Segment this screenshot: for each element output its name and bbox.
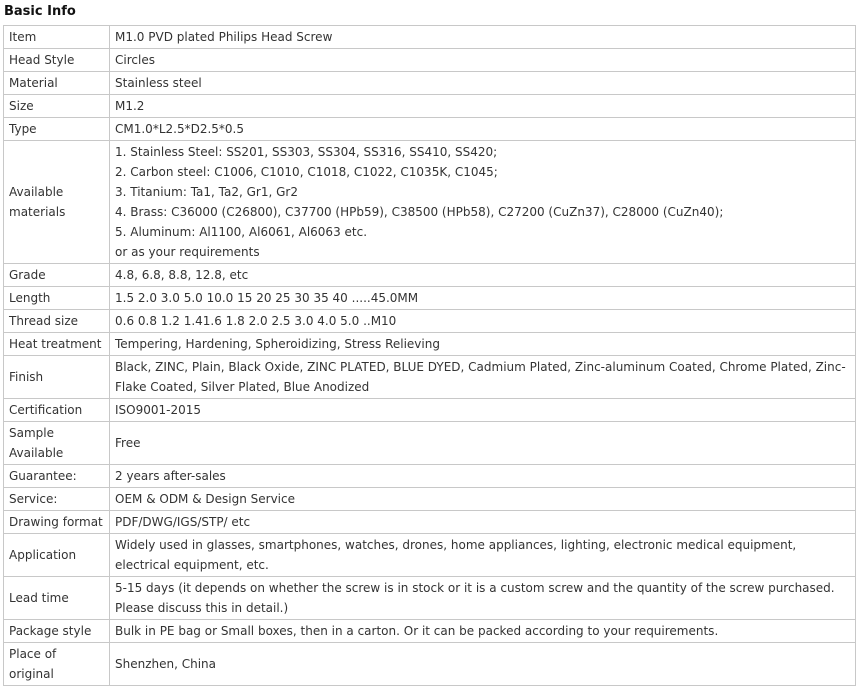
row-value: M1.2	[110, 95, 856, 118]
row-value: CM1.0*L2.5*D2.5*0.5	[110, 118, 856, 141]
row-value: 2 years after-sales	[110, 465, 856, 488]
table-row	[4, 534, 856, 577]
material-line: 2. Carbon steel: C1006, C1010, C1018, C1022, C1035K, C1045;	[115, 165, 498, 179]
row-label: Size	[4, 95, 110, 118]
row-label: Type	[4, 118, 110, 141]
table-row	[4, 488, 856, 511]
row-value: Free	[110, 422, 856, 465]
row-label: Guarantee:	[4, 465, 110, 488]
row-label: Sample Available	[4, 422, 110, 465]
basic-info-table	[3, 25, 856, 686]
row-value-list	[110, 141, 856, 264]
row-label: Place of original	[4, 643, 110, 686]
table-row	[4, 264, 856, 287]
row-value: OEM & ODM & Design Service	[110, 488, 856, 511]
row-label: Finish	[4, 356, 110, 399]
table-row	[4, 141, 856, 264]
row-label: Head Style	[4, 49, 110, 72]
table-row	[4, 465, 856, 488]
row-value: Tempering, Hardening, Spheroidizing, Stress Relieving	[110, 333, 856, 356]
row-label: Available materials	[4, 141, 110, 264]
table-row	[4, 118, 856, 141]
table-row	[4, 577, 856, 620]
material-line: 3. Titanium: Ta1, Ta2, Gr1, Gr2	[115, 185, 298, 199]
material-line: or as your requirements	[115, 245, 260, 259]
table-row	[4, 511, 856, 534]
row-label: Package style	[4, 620, 110, 643]
row-label: Item	[4, 26, 110, 49]
table-row	[4, 643, 856, 686]
row-label: Application	[4, 534, 110, 577]
row-value: Bulk in PE bag or Small boxes, then in a carton. Or it can be packed according to your requirements.	[110, 620, 856, 643]
row-label: Thread size	[4, 310, 110, 333]
row-value: Circles	[110, 49, 856, 72]
row-value: M1.0 PVD plated Philips Head Screw	[110, 26, 856, 49]
row-value: PDF/DWG/IGS/STP/ etc	[110, 511, 856, 534]
material-line: 1. Stainless Steel: SS201, SS303, SS304, SS316, SS410, SS420;	[115, 145, 498, 159]
row-value: ISO9001-2015	[110, 399, 856, 422]
row-value: 4.8, 6.8, 8.8, 12.8, etc	[110, 264, 856, 287]
row-label: Drawing format	[4, 511, 110, 534]
row-label: Certification	[4, 399, 110, 422]
table-row	[4, 287, 856, 310]
row-value: Widely used in glasses, smartphones, watches, drones, home appliances, lighting, electronic medical equipment, electrical equipment, etc.	[110, 534, 856, 577]
row-value: Stainless steel	[110, 72, 856, 95]
table-row	[4, 310, 856, 333]
row-label: Length	[4, 287, 110, 310]
row-label: Grade	[4, 264, 110, 287]
table-row	[4, 620, 856, 643]
row-value: Shenzhen, China	[110, 643, 856, 686]
material-line: 4. Brass: C36000 (C26800), C37700 (HPb59), C38500 (HPb58), C27200 (CuZn37), C28000 (CuZn40);	[115, 205, 724, 219]
material-line: 5. Aluminum: Al1100, Al6061, Al6063 etc.	[115, 225, 368, 239]
table-row	[4, 399, 856, 422]
table-row	[4, 49, 856, 72]
row-value: Black, ZINC, Plain, Black Oxide, ZINC PLATED, BLUE DYED, Cadmium Plated, Zinc-aluminum Coated, Chrome Plated, Zinc-Flake Coated, Silver Plated, Blue Anodized	[110, 356, 856, 399]
row-value: 5-15 days (it depends on whether the screw is in stock or it is a custom screw and the quantity of the screw purchased. Please discuss this in detail.)	[110, 577, 856, 620]
row-label: Lead time	[4, 577, 110, 620]
table-row	[4, 422, 856, 465]
row-value: 1.5 2.0 3.0 5.0 10.0 15 20 25 30 35 40 .....45.0MM	[110, 287, 856, 310]
table-row	[4, 26, 856, 49]
row-label: Heat treatment	[4, 333, 110, 356]
row-label: Material	[4, 72, 110, 95]
section-title: Basic Info	[4, 4, 76, 19]
table-row	[4, 95, 856, 118]
table-row	[4, 72, 856, 95]
row-value: 0.6 0.8 1.2 1.41.6 1.8 2.0 2.5 3.0 4.0 5.0 ..M10	[110, 310, 856, 333]
table-row	[4, 333, 856, 356]
row-label: Service:	[4, 488, 110, 511]
table-row	[4, 356, 856, 399]
